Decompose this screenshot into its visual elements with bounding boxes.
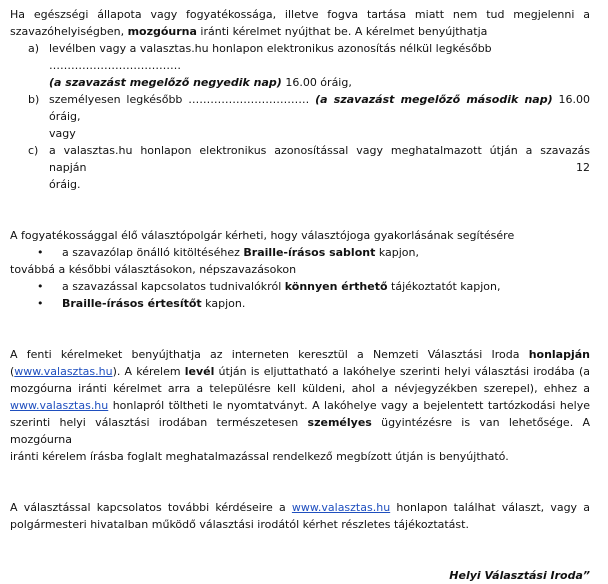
intro-line-2: szavazóhelyiségben, mozgóurna iránti kérelmet nyújthat be. A kérelmet benyújthatja [10, 25, 488, 38]
submit-line-6: iránti kérelem írásba foglalt meghatalmazással rendelkező megbízott útján is benyújtható. [10, 450, 509, 463]
contact-line-2: polgármesteri hivatalban működő választási irodától kérhet részletes tájékoztatást. [10, 518, 469, 531]
signature: Helyi Választási Iroda” [449, 569, 590, 582]
braille-note: továbbá a későbbi választásokon, népszavazásokon [10, 263, 297, 276]
contact-line-1: A választással kapcsolatos további kérdéseire a www.valasztas.hu honlapon találhat választ, vagy a [10, 501, 590, 514]
valasztas-link-2[interactable]: www.valasztas.hu [10, 399, 109, 412]
submit-line-3: mozgóurna iránti kérelmet arra a településre kell küldeni, ahol a névjegyzékben szerepel), ehhez a [10, 382, 590, 395]
list-item-b-cont: vagy [49, 127, 76, 140]
intro-line-1: Ha egészségi állapota vagy fogyatékossága, illetve fogva tartása miatt nem tud megjelenni a [10, 8, 590, 21]
submit-line-4: www.valasztas.hu honlapról töltheti le nyomtatványt. A lakóhelye vagy a bejelentett tartózkodási helye [10, 399, 590, 412]
document-body [10, 6, 590, 584]
submit-line-1: A fenti kérelmeket benyújthatja az interneten keresztül a Nemzeti Választási Iroda honlapján [10, 348, 590, 361]
submit-line-2: (www.valasztas.hu). A kérelem levél útján is eljuttatható a lakóhelye szerinti helyi választási irodába (a [10, 365, 590, 378]
bullet-item-ertesito: • Braille-írásos értesítőt kapjon. [37, 297, 246, 310]
bullet-item-sablon: • a szavazólap önálló kitöltéséhez Braille-írásos sablont kapjon, [37, 246, 420, 259]
submit-line-5: szerinti helyi választási irodában természetesen személyes ügyintézésre is van lehetősége. A mozgóurna [10, 416, 590, 446]
list-item-b: b) személyesen legkésőbb …………………………… (a szavazást megelőző második nap) 16.00 óráig, [28, 93, 590, 123]
list-item-c-cont: óráig. [49, 178, 81, 191]
mozgourna-emphasis: mozgóurna [127, 25, 197, 38]
list-item-a-cont: (a szavazást megelőző negyedik nap) 16.00 óráig, [49, 76, 352, 89]
list-item-c: c) a valasztas.hu honlapon elektronikus azonosítással vagy meghatalmazott útján a szavazás napján 12 [28, 144, 590, 174]
valasztas-link-3[interactable]: www.valasztas.hu [291, 501, 391, 514]
bullet-item-tajekoztato: • a szavazással kapcsolatos tudnivalókról könnyen érthető tájékoztatót kapjon, [37, 280, 501, 293]
list-item-a: a) levélben vagy a valasztas.hu honlapon elektronikus azonosítás nélkül legkésőbb ……………………………… [28, 42, 492, 72]
valasztas-link-1[interactable]: www.valasztas.hu [14, 365, 113, 378]
braille-lead: A fogyatékossággal élő választópolgár kérheti, hogy választójoga gyakorlásának segítésére [10, 229, 515, 242]
